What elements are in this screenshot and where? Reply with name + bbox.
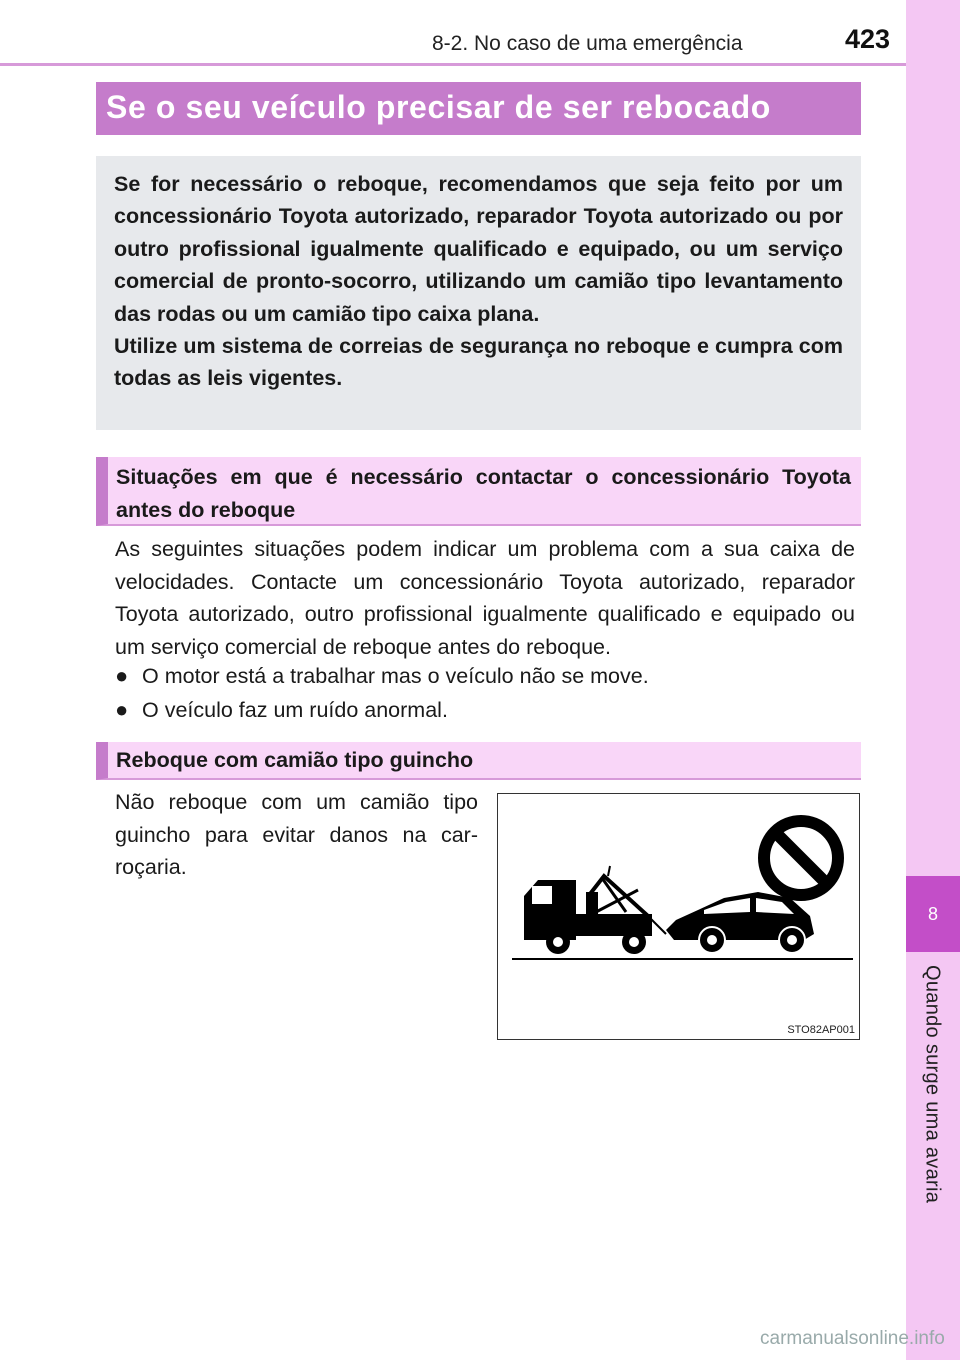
chapter-number-tab[interactable] [906, 876, 960, 952]
chapter-title: Quando surge uma avaria [921, 965, 944, 1204]
intro-box [96, 156, 861, 430]
tow-truck-drawing [498, 794, 858, 1038]
section-header: 8-2. No caso de uma emergência [432, 32, 743, 55]
tow-truck-icon [524, 866, 666, 954]
list-item-text: O motor está a trabalhar mas o veículo não se move. [142, 664, 649, 688]
section-paragraph: As seguintes situações podem indicar um problema com a sua caixa de velocidades. Contacte um concessionário Toyota autorizado, reparador Toyota autorizado, outro profissional igualmente qualificado e equipado ou um serviço comercial de reboque antes do reboque. [115, 537, 855, 659]
intro-paragraph: Se for necessário o reboque, recomendamos que seja feito por um concessionário Toyota autorizado, reparador Toyota autorizado ou por outro profissional igualmente qualificado e equipado, ou um serviço comercial de pronto-socorro, utilizando um camião tipo levantamento das rodas ou um camião tipo caixa plana. [114, 172, 843, 326]
bullet-icon: ● [115, 663, 129, 688]
car-icon [666, 892, 814, 953]
tow-truck-illustration [497, 793, 860, 1040]
intro-paragraph: Utilize um sistema de correias de segurança no reboque e cumpra com todas as leis vigentes. [114, 334, 843, 391]
header-divider [0, 63, 906, 66]
page-number: 423 [844, 24, 890, 54]
section-heading-contact-dealer: Situações em que é necessário contactar o concessionário Toyota antes do reboque [96, 457, 861, 526]
prohibition-icon [764, 821, 838, 895]
figure-code: STO82AP001 [787, 1024, 855, 1036]
list-item [115, 660, 649, 692]
page-title: Se o seu veículo precisar de ser rebocado [96, 82, 861, 135]
bullet-icon: ● [115, 697, 129, 722]
list-item-text: O veículo faz um ruído anormal. [142, 698, 448, 722]
chapter-number: 8 [927, 903, 938, 924]
watermark: carmanualsonline.info [760, 1328, 945, 1349]
list-item [115, 694, 448, 726]
section-paragraph: Não reboque com um camião tipo guincho para evitar danos na carroçaria. [115, 790, 478, 879]
section-heading-tow-truck: Reboque com camião tipo guincho [96, 742, 861, 780]
